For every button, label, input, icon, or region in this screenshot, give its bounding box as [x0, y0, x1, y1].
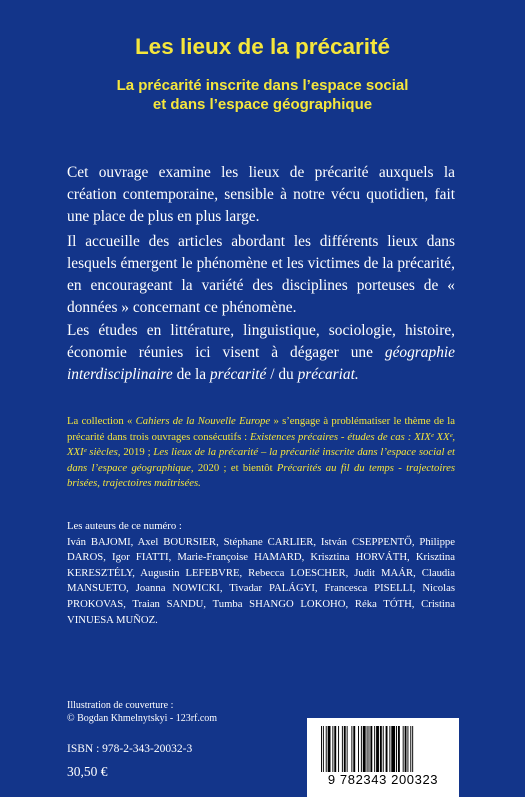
collection-italic-3: Les lieux de la précarité – la précarité inscrite dans l’espace social et dans l’espace géographique, [67, 446, 455, 474]
subtitle-line-2: et dans l’espace géographique [152, 96, 373, 113]
collection-text-3: 2019 ; [120, 446, 154, 458]
credit-label: Illustration de couverture : [67, 700, 174, 711]
description-paragraph-3 [67, 320, 455, 386]
barcode-bars [321, 726, 445, 772]
authors-heading: Les auteurs de ce numéro : [67, 520, 182, 532]
cover-credit [67, 700, 217, 725]
isbn-text: ISBN : 978-2-343-20032-3 [67, 743, 193, 755]
barcode-digits: 9 782343 200323 [327, 772, 439, 787]
description-paragraph-2: Il accueille des articles abordant les différents lieux dans lesquels émergent le phénomène et les victimes de la précarité, en encourageant la variété des disciplines porteuses de « données » concernant ce phénomène. [67, 233, 455, 316]
collection-italic-2: Existences précaires - études de cas : XIXᵉ XXᵉ, XXIᵉ siècles, [67, 430, 456, 458]
p3-text-3: / du [266, 366, 298, 383]
collection-text-1: La collection « [67, 415, 136, 427]
collection-text-4: 2020 ; et bientôt [193, 461, 277, 474]
p3-text-1: Les études en littérature, linguistique, sociologie, histoire, économie réunies ici visent à dégager une [67, 322, 455, 361]
book-title: Les lieux de la précarité [134, 34, 391, 59]
authors-section [67, 519, 455, 628]
collection-text-2: » s’engage à problématiser le thème de la précarité dans trois ouvrages consécutifs : [67, 415, 455, 443]
collection-note [67, 414, 455, 492]
barcode [307, 718, 459, 797]
p3-italic-1: géographie interdisciplinaire [67, 344, 455, 383]
price-text: 30,50 € [67, 764, 108, 779]
collection-italic-1: Cahiers de la Nouvelle Europe [135, 415, 271, 427]
book-subtitle [0, 76, 525, 114]
p3-text-2: de la [172, 366, 210, 383]
subtitle-line-1: La précarité inscrite dans l’espace social [116, 77, 409, 94]
authors-list: Iván BAJOMI, Axel BOURSIER, Stéphane CARLIER, István CSEPPENTŐ, Philippe DAROS, Igor FIATTI, Marie-Françoise HAMARD, Krisztina HORVÁTH, Krisztina KERESZTÉLY, Augustin LEFEBVRE, Rebecca LOESCHER, Judit MAÁR, Claudia MANSUETO, Joanna NOWICKI, Tivadar PALÁGYI, Francesca PISELLI, Nicolas PROKOVAS, Traian SANDU, Tumba SHANGO LOKOHO, Réka TÓTH, Cristina VINUESA MUÑOZ. [67, 535, 455, 626]
p3-italic-3: précariat. [297, 366, 359, 383]
p3-italic-2: précarité [209, 366, 267, 383]
description-paragraph-1: Cet ouvrage examine les lieux de précarité auxquels la création contemporaine, sensible à notre vécu quotidien, fait une place de plus en plus large. [67, 164, 455, 225]
credit-source: © Bogdan Khmelnytskyi - 123rf.com [67, 712, 218, 724]
collection-italic-4: Précarités au fil du temps - trajectoires brisées, trajectoires maîtrisées. [67, 461, 456, 489]
